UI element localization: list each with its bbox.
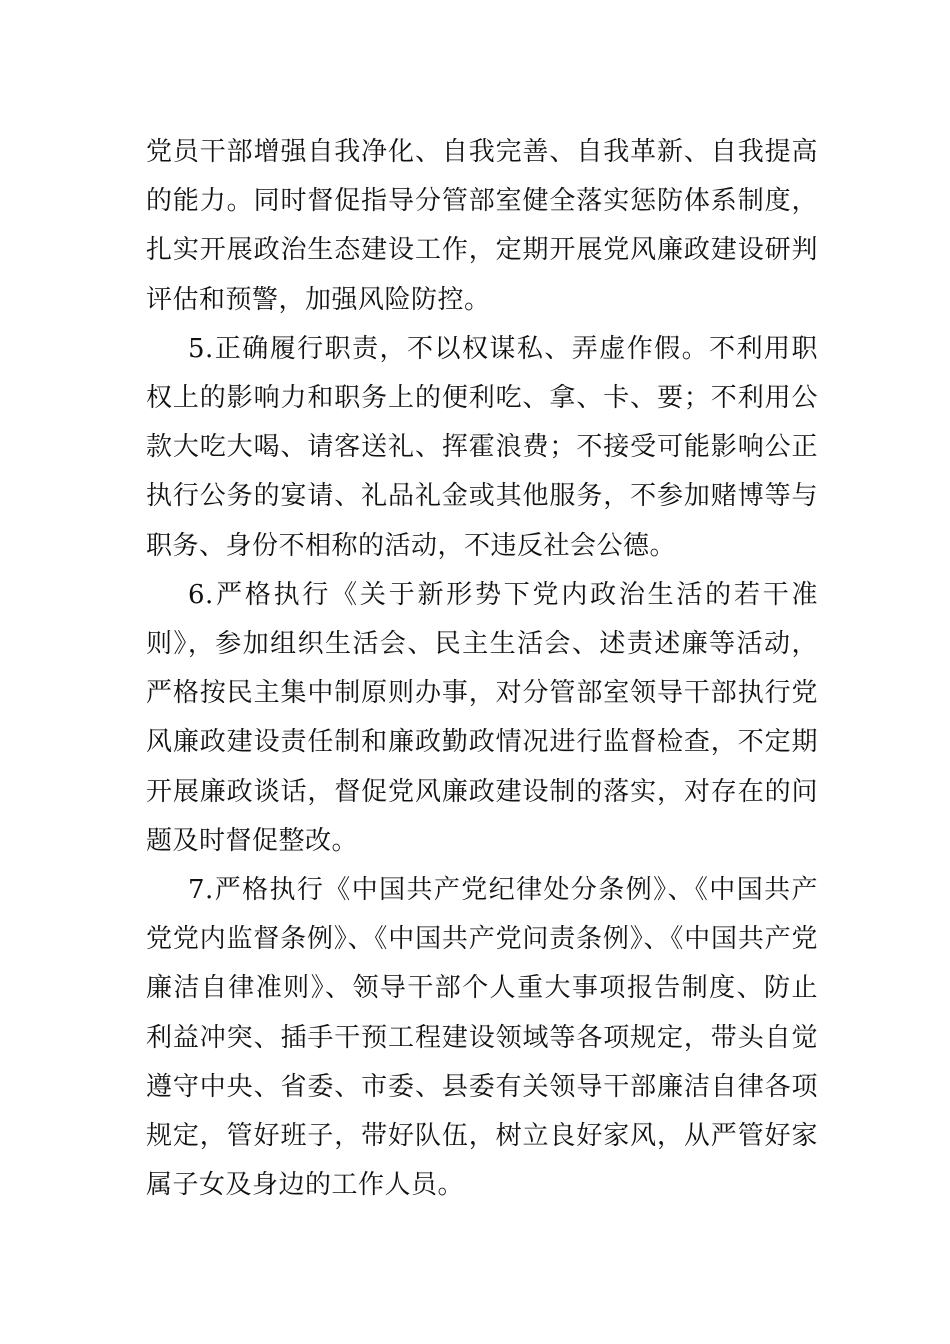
- paragraph-7: 7.严格执行《中国共产党纪律处分条例》、《中国共产党党内监督条例》、《中国共产党问责条例》、《中国共产党廉洁自律准则》、领导干部个人重大事项报告制度、防止利益冲突、插手干预工程建设领域等各项规定，带头自觉遵守中央、省委、市委、县委有关领导干部廉洁自律各项规定，管好班子，带好队伍，树立良好家风，从严管好家属子女及身边的工作人员。: [146, 875, 818, 1201]
- paragraph-1-continuation: 党员干部增强自我净化、自我完善、自我革新、自我提高的能力。同时督促指导分管部室健全落实惩防体系制度，扎实开展政治生态建设工作，定期开展党风廉政建设研判评估和预警，加强风险防控。: [146, 137, 818, 315]
- document-body: [146, 128, 818, 1210]
- paragraph-5: 5.正确履行职责，不以权谋私、弄虚作假。不利用职权上的影响力和职务上的便利吃、拿、卡、要；不利用公款大吃大喝、请客送礼、挥霍浪费；不接受可能影响公正执行公务的宴请、礼品礼金或其他服务，不参加赌博等与职务、身份不相称的活动，不违反社会公德。: [146, 333, 818, 561]
- paragraph-6: 6.严格执行《关于新形势下党内政治生活的若干准则》，参加组织生活会、民主生活会、述责述廉等活动，严格按民主集中制原则办事，对分管部室领导干部执行党风廉政建设责任制和廉政勤政情况进行监督检查，不定期开展廉政谈话，督促党风廉政建设制的落实，对存在的问题及时督促整改。: [146, 579, 818, 856]
